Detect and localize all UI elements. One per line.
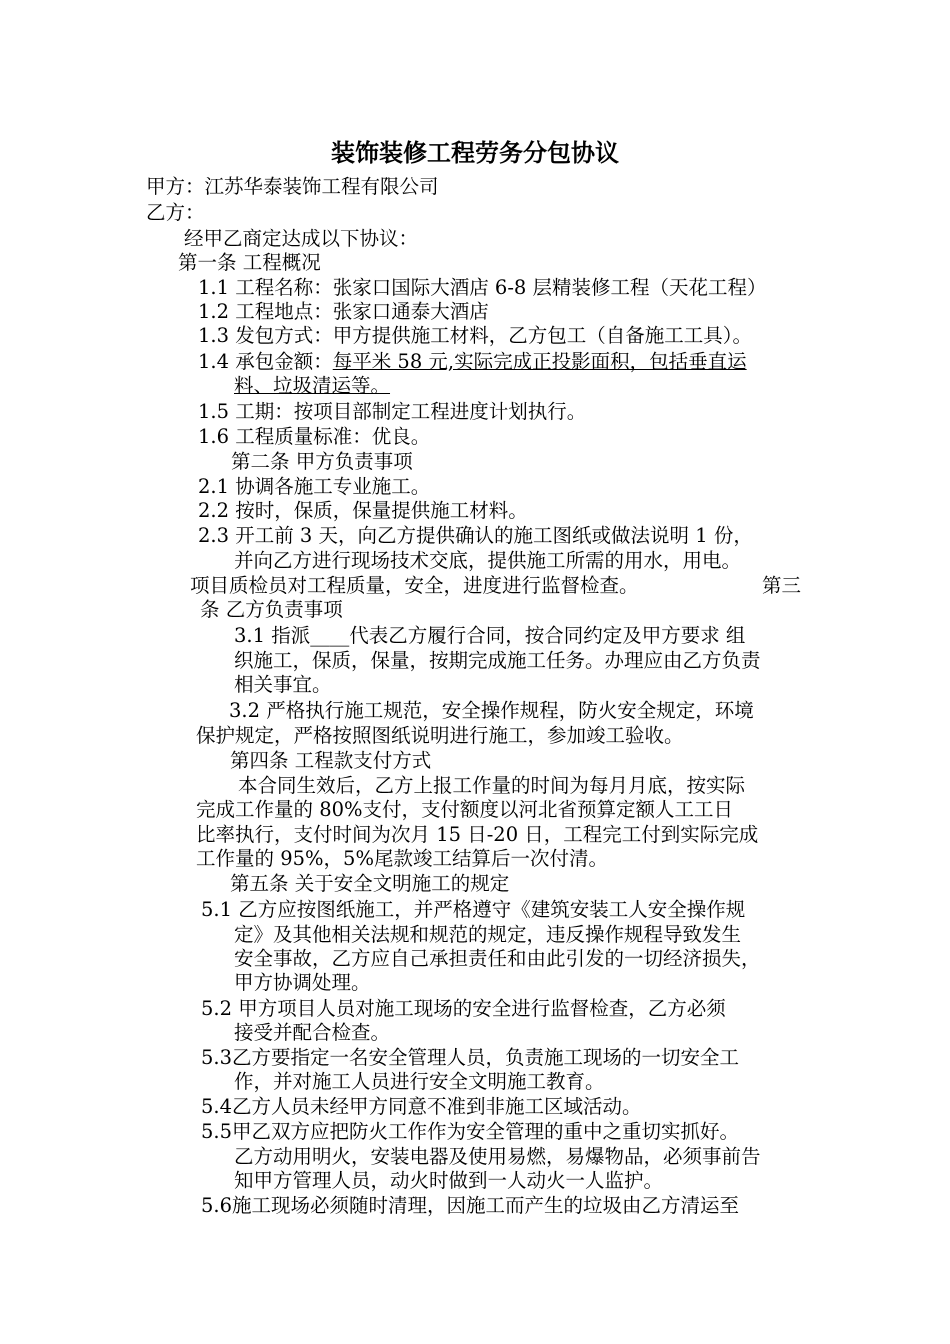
item-1-6: 1.6 工程质量标准：优良。 (198, 425, 431, 448)
item-2-1: 2.1 协调各施工专业施工。 (198, 475, 431, 498)
article-3-heading-start: 第三 (762, 574, 802, 597)
item-3-1 (234, 623, 745, 649)
item-5-1-line-3: 安全事故，乙方应自己承担责任和由此引发的一切经济损失， (234, 947, 761, 970)
item-5-3: 5.3乙方要指定一名安全管理人员，负责施工现场的一切安全工 (201, 1046, 740, 1069)
item-5-5-line-2: 乙方动用明火，安装电器及使用易燃，易爆物品，必须事前告 (234, 1145, 761, 1168)
item-5-1-line-2: 定》及其他相关法规和规范的规定，违反操作规程导致发生 (234, 923, 742, 946)
item-5-2: 5.2 甲方项目人员对施工现场的安全进行监督检查，乙方必须 (201, 997, 726, 1020)
item-5-3-line-2: 作，并对施工人员进行安全文明施工教育。 (234, 1070, 605, 1093)
item-5-1: 5.1 乙方应按图纸施工，并严格遵守《建筑安装工人安全操作规 (201, 898, 746, 921)
item-2-2: 2.2 按时，保质，保量提供施工材料。 (198, 499, 528, 522)
item-1-2: 1.2 工程地点：张家口通泰大酒店 (198, 300, 489, 323)
item-5-4: 5.4乙方人员未经甲方同意不准到非施工区域活动。 (201, 1095, 642, 1118)
item-1-4 (198, 349, 747, 375)
article-3-heading: 条 乙方负责事项 (200, 598, 343, 621)
party-b: 乙方： (146, 201, 205, 224)
item-1-4-amount: 每平米 58 元,实际完成正投影面积，包括垂直运 (332, 350, 747, 373)
article-4-paragraph-line-4: 工作量的 95%，5%尾款竣工结算后一次付清。 (196, 847, 608, 870)
representative-blank: ____ (310, 624, 350, 647)
item-3-1-text: 代表乙方履行合同，按合同约定及甲方要求 组 (349, 624, 746, 647)
item-5-5: 5.5甲乙双方应把防火工作作为安全管理的重中之重切实抓好。 (201, 1120, 740, 1143)
article-2-heading: 第二条 甲方负责事项 (231, 450, 413, 473)
item-3-1-line-2: 织施工，保质，保量，按期完成施工任务。办理应由乙方负责 (234, 649, 761, 672)
party-a: 甲方：江苏华泰装饰工程有限公司 (146, 175, 439, 198)
article-4-paragraph-line-1: 本合同生效后，乙方上报工作量的时间为每月月底，按实际 (238, 774, 746, 797)
intro-text: 经甲乙商定达成以下协议： (184, 227, 419, 250)
item-1-4-continued: 料、垃圾清运等。 (234, 374, 391, 397)
article-4-heading: 第四条 工程款支付方式 (230, 749, 432, 772)
item-1-5: 1.5 工期：按项目部制定工程进度计划执行。 (198, 400, 587, 423)
article-4-paragraph-line-3: 比率执行，支付时间为次月 15 日-20 日，工程完工付到实际完成 (196, 823, 759, 846)
item-2-3-continued: 并向乙方进行现场技术交底，提供施工所需的用水，用电。 (234, 549, 742, 572)
item-3-2: 3.2 严格执行施工规范，安全操作规程，防火安全规定，环境 (229, 699, 754, 722)
item-5-1-line-4: 甲方协调处理。 (234, 971, 371, 994)
document-title: 装饰装修工程劳务分包协议 (331, 138, 619, 167)
item-3-1-prefix: 3.1 指派 (234, 624, 311, 647)
item-2-4: 项目质检员对工程质量，安全，进度进行监督检查。 (190, 574, 639, 597)
item-1-4-prefix: 1.4 承包金额： (198, 350, 333, 373)
item-1-1: 1.1 工程名称：张家口国际大酒店 6-8 层精装修工程（天花工程） (198, 276, 767, 299)
article-1-heading: 第一条 工程概况 (178, 251, 321, 274)
item-5-2-line-2: 接受并配合检查。 (234, 1021, 391, 1044)
item-3-2-line-2: 保护规定，严格按照图纸说明进行施工，参加竣工验收。 (196, 724, 684, 747)
article-4-paragraph-line-2: 完成工作量的 80%支付，支付额度以河北省预算定额人工工日 (196, 798, 734, 821)
article-5-heading: 第五条 关于安全文明施工的规定 (230, 872, 510, 895)
item-5-5-line-3: 知甲方管理人员，动火时做到一人动火一人监护。 (234, 1169, 664, 1192)
item-2-3: 2.3 开工前 3 天，向乙方提供确认的施工图纸或做法说明 1 份， (198, 524, 753, 547)
item-5-6: 5.6施工现场必须随时清理，因施工而产生的垃圾由乙方清运至 (201, 1194, 740, 1217)
item-3-1-line-3: 相关事宜。 (234, 673, 332, 696)
item-1-3: 1.3 发包方式：甲方提供施工材料，乙方包工（自备施工工具）。 (198, 324, 752, 347)
